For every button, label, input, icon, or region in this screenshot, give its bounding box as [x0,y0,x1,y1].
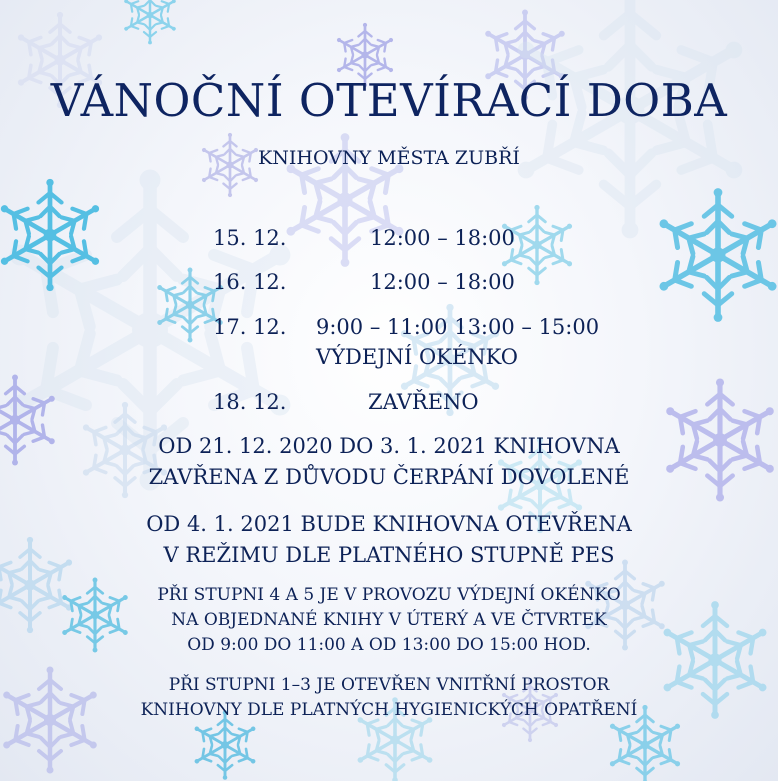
schedule-note: VÝDEJNÍ OKÉNKO [316,345,518,369]
schedule-date: 18. 12. [213,390,287,414]
schedule-date: 17. 12. [213,315,287,339]
notice-line: NA OBJEDNANÉ KNIHY V ÚTERÝ A VE ČTVRTEK [171,610,607,630]
schedule-date: 16. 12. [213,270,287,294]
notice-line: KNIHOVNY DLE PLATNÝCH HYGIENICKÝCH OPATŘENÍ [140,700,638,720]
schedule-hours: 12:00 – 18:00 [370,226,515,250]
schedule-closed: ZAVŘENO [368,390,479,414]
schedule-hours: 9:00 – 11:00 13:00 – 15:00 [316,315,600,339]
notice-line: PŘI STUPNI 1–3 JE OTEVŘEN VNITŘNÍ PROSTOR [168,675,610,695]
notice-line: OD 4. 1. 2021 BUDE KNIHOVNA OTEVŘENA [146,512,632,536]
notice-line: ZAVŘENA Z DŮVODU ČERPÁNÍ DOVOLENÉ [148,465,630,489]
notice-line: OD 9:00 DO 11:00 A OD 13:00 DO 15:00 HOD. [187,635,591,655]
notice-line: PŘI STUPNI 4 A 5 JE V PROVOZU VÝDEJNÍ OKÉNKO [157,585,621,605]
notice-line: OD 21. 12. 2020 DO 3. 1. 2021 KNIHOVNA [158,434,620,458]
schedule-hours: 12:00 – 18:00 [370,270,515,294]
poster-title: VÁNOČNÍ OTEVÍRACÍ DOBA [50,74,728,127]
notice-line: V REŽIMU DLE PLATNÉHO STUPNĚ PES [163,543,615,567]
poster-subtitle: KNIHOVNY MĚSTA ZUBŘÍ [258,147,520,169]
schedule-date: 15. 12. [213,226,287,250]
